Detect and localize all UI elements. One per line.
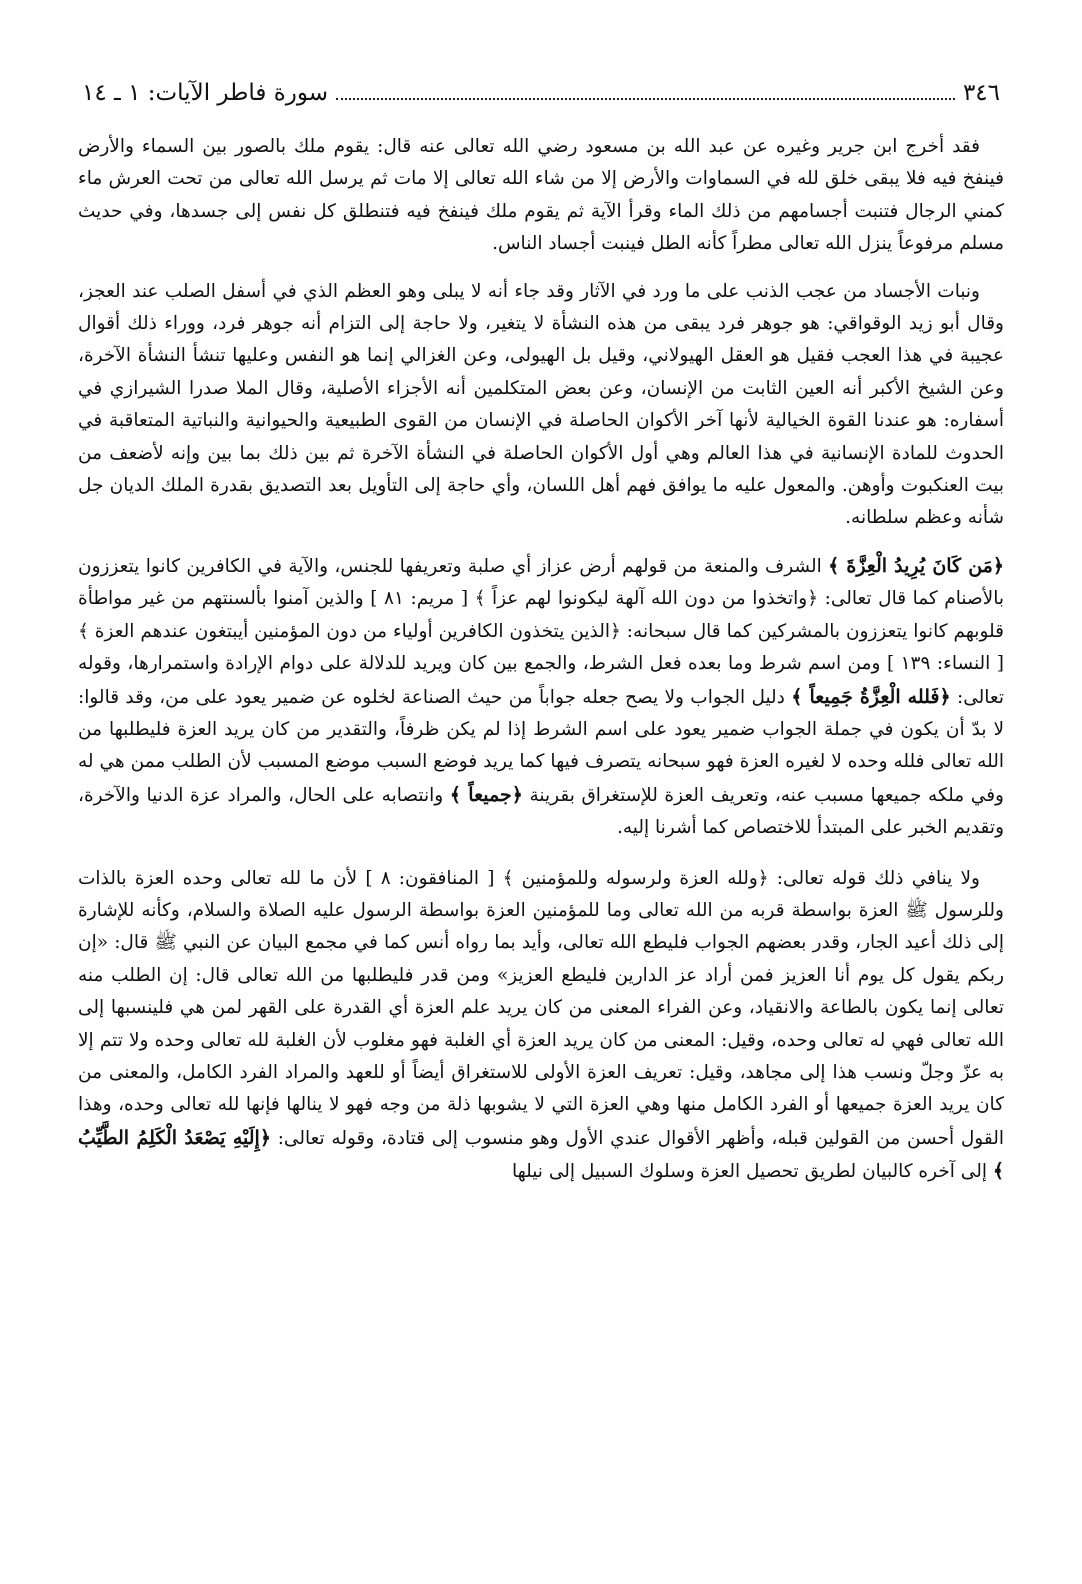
paragraph-3 (78, 550, 1004, 845)
quran-verse-1: ﴿مَن كَانَ يُرِيدُ الْعِزَّةَ ﴾ (828, 554, 1004, 577)
running-title: سورة فاطر الآيات: ١ ـ ١٤ (82, 80, 329, 106)
quran-verse-3: ﴿جميعاً ﴾ (449, 783, 523, 806)
header-dotted-leader (336, 98, 955, 100)
paragraph-3-text-3: وانتصابه على الحال، والمراد عزة الدنيا والآخرة، وتقديم الخبر على المبتدأ للاختصاص كما أشرنا إليه. (78, 784, 1004, 839)
paragraph-4-text-2: إلى آخره كالبيان لطريق تحصيل العزة وسلوك السبيل إلى نيلها (511, 1161, 993, 1183)
paragraph-1: فقد أخرج ابن جرير وغيره عن عبد الله بن مسعود رضي الله تعالى عنه قال: يقوم ملك بالصور بين السماء والأرض فينفخ فيه فلا يبقى خلق لله في السماوات والأرض إلا من شاء الله تعالى إلا مات ثم يرسل الله تعالى من تحت العرش ماء كمني الرجال فتنبت أجسامهم من ذلك الماء وقرأ الآية ثم يقوم ملك فينفخ فيه فتنطلق كل نفس إلى جسدها، وفي حديث مسلم مرفوعاً ينزل الله تعالى مطراً كأنه الطل فينبت أجساد الناس. (78, 136, 1004, 255)
paragraph-3-text-2: دليل الجواب ولا يصح جعله جواباً من حيث الصناعة لخلوه عن ضمير يعود على من، وقد قالوا: لا بدّ أن يكون في جملة الجواب ضمير يعود على اسم الشرط إذا لم يكن ظرفاً، والتقدير من كان يريد العزة فليطلبها من الله تعالى فلله وحده لا لغيره العزة فهو سبحانه يتصرف فيها كما يريد فوضع السبب موضع المسبب لأن الطلب ممن هي له وفي ملكه جميعها مسبب عنه، وتعريف العزة للإستغراق بقرينة (78, 686, 1004, 806)
page-number: ٣٤٦ (962, 80, 1000, 106)
quran-verse-2: ﴿فَلله الْعِزَّةُ جَمِيعاً ﴾ (791, 685, 951, 708)
running-header (78, 78, 1004, 108)
paragraph-4-text-1: ولا ينافي ذلك قوله تعالى: ﴿ولله العزة ولرسوله وللمؤمنين ﴾ [ المنافقون: ٨ ] لأن ما لله تعالى وحده العزة بالذات وللرسول ﷺ العزة بواسطة قربه من الله تعالى وما للمؤمنين العزة بواسطة الرسول عليه الصلاة والسلام، وكأنه للإشارة إلى ذلك أعيد الجار، وقدر بعضهم الجواب فليطع الله تعالى، وأيد بما رواه أنس كما في مجمع البيان عن النبي ﷺ قال: «إن ربكم يقول كل يوم أنا العزيز فمن أراد عز الدارين فليطع العزيز» ومن قدر فليطلبها من الله تعالى قال: إن الطلب منه تعالى إنما يكون بالطاعة والانقياد، وعن الفراء المعنى من كان يريد علم العزة أي القدرة على القهر لمن هي فلينسبها إلى الله تعالى فهي له تعالى وحده، وقيل: المعنى من كان يريد العزة أي الغلبة فهو مغلوب لأن الغلبة لله تعالى وحده ولا تتم إلا به عزّ وجلّ ونسب هذا إلى مجاهد، وقيل: تعريف العزة الأولى للاستغراق أيضاً أو للعهد والمراد الفرد الكامل، والمعنى من كان يريد العزة جميعها أو الفرد الكامل منها وهي العزة التي لا يشوبها ذلة من وجه فهو لا ينالها فإنها لله تعالى وحده، وهذا القول أحسن من القولين قبله، وأظهر الأقوال عندي الأول وهو منسوب إلى قتادة، وقوله تعالى: (78, 867, 1004, 1149)
quran-verse-4: ﴿إِلَيْهِ يَصْعَدُ الْكَلِمُ الطَّيِّبُ ﴾ (78, 1126, 1004, 1183)
paragraph-3-text-1: الشرف والمنعة من قولهم أرض عزاز أي صلبة وتعريفها للجنس، والآية في الكافرين كانوا يتعززون بالأصنام كما قال تعالى: ﴿واتخذوا من دون الله آلهة ليكونوا لهم عزاً ﴾ [ مريم: ٨١ ] والذين آمنوا بألسنتهم من غير مواطأة قلوبهم كانوا يتعززون بالمشركين كما قال سبحانه: ﴿الذين يتخذون الكافرين أولياء من دون المؤمنين أيبتغون عندهم العزة ﴾ [ النساء: ١٣٩ ] ومن اسم شرط وما بعده فعل الشرط، والجمع بين كان ويريد للدلالة على دوام الإرادة واستمرارها، وقوله تعالى: (78, 555, 1004, 708)
body-text (78, 131, 1004, 1189)
paragraph-2: ونبات الأجساد من عجب الذنب على ما ورد في الآثار وقد جاء أنه لا يبلى وهو العظم الذي في أسفل الصلب عند العجز، وقال أبو زيد الوقواقي: هو جوهر فرد يبقى من هذه النشأة لا يتغير، ولا حاجة إلى التزام أنه جوهر فرد، ووراء ذلك أقوال عجيبة في هذا العجب فقيل هو العقل الهيولاني، وقيل بل الهيولى، وعن الغزالي إنما هو النفس وعليها تنشأ النشأة الآخرة، وعن الشيخ الأكبر أنه العين الثابت من الإنسان، وعن بعض المتكلمين أنه الأجزاء الأصلية، وقال الملا صدرا الشيرازي في أسفاره: هو عندنا القوة الخيالية لأنها آخر الأكوان الحاصلة في الإنسان من القوى الطبيعية والحيوانية والنباتية المتعاقبة في الحدوث للمادة الإنسانية في هذا العالم وهي أول الأكوان الحاصلة في النشأة الآخرة ثم بين ذلك بما بين وإنه لأضعف من بيت العنكبوت وأوهن. والمعول عليه ما يوافق فهم أهل اللسان، وأي حاجة إلى التأويل بعد التصديق بقدرة الملك الديان جل شأنه وعظم سلطانه. (78, 280, 1004, 529)
paragraph-4 (78, 863, 1004, 1189)
